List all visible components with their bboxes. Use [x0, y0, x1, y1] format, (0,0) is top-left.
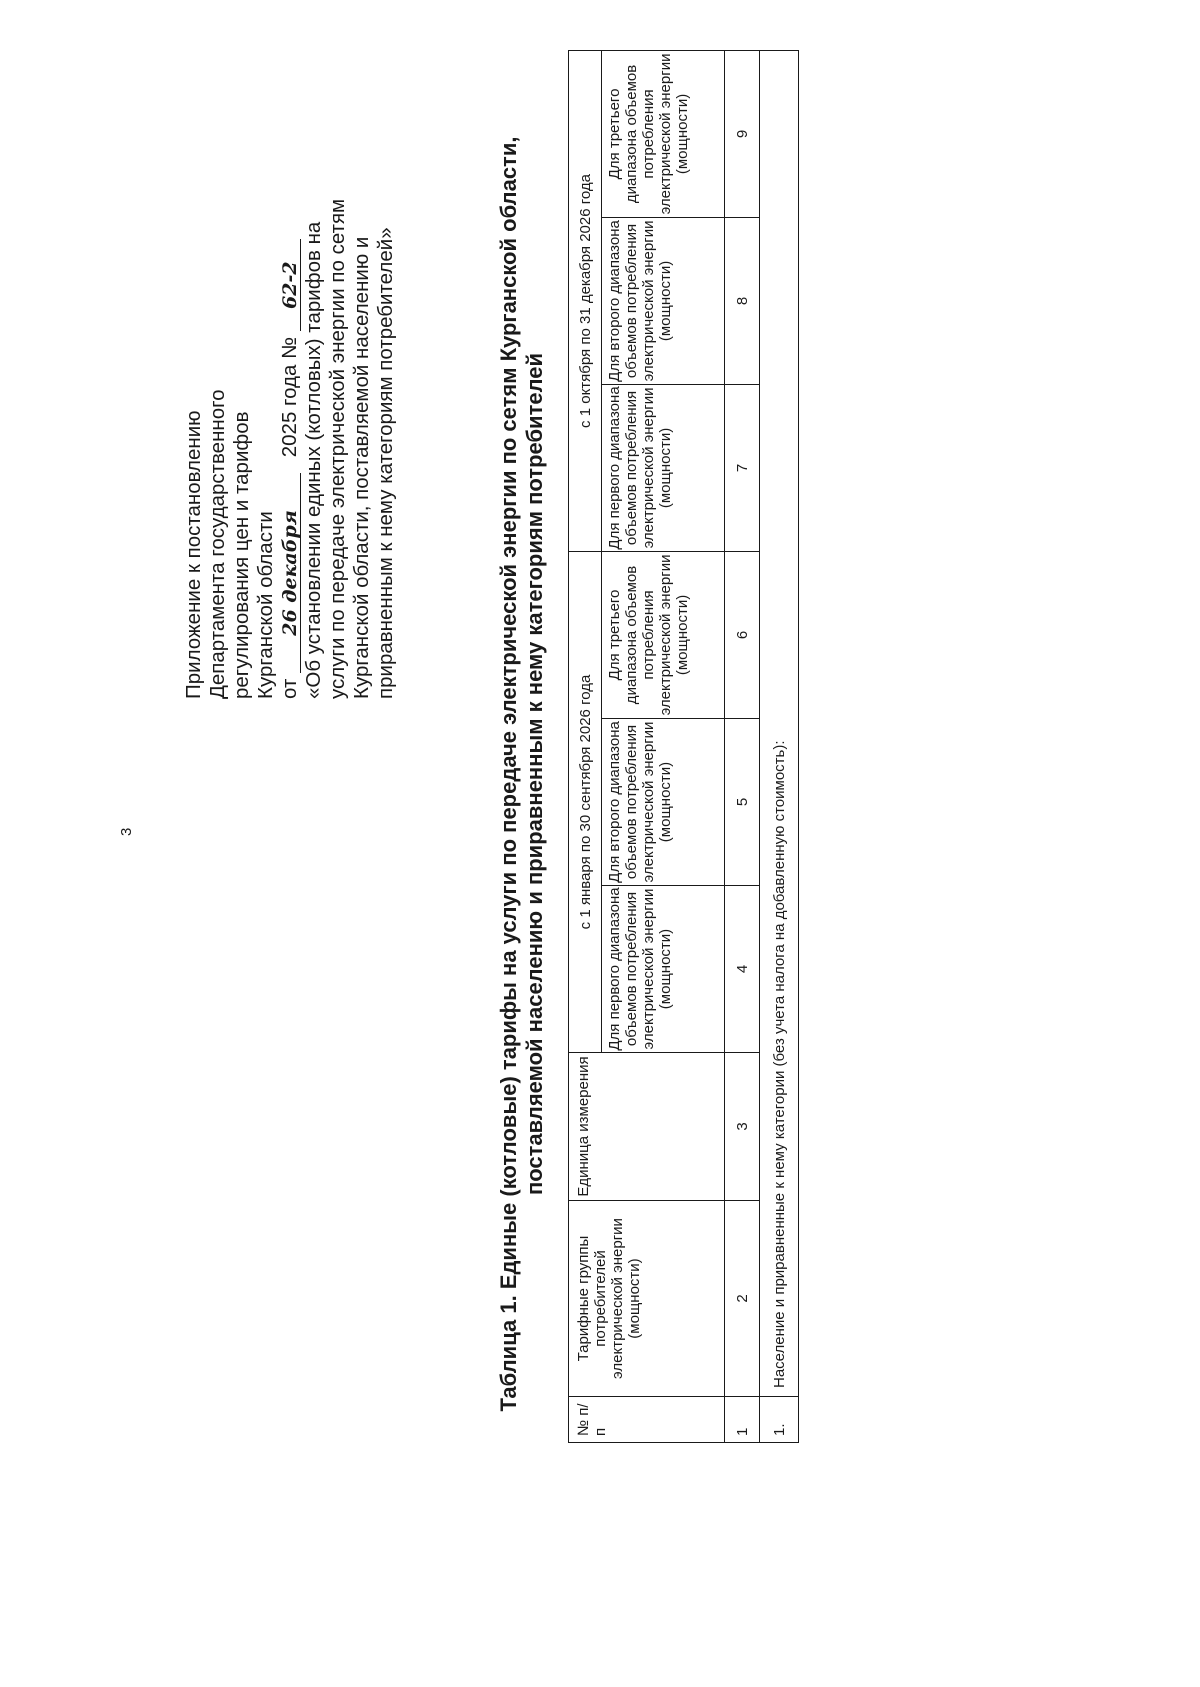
annex-line: услуги по передаче электрической энергии по сетям [326, 198, 349, 699]
column-number: 4 [725, 886, 760, 1053]
annex-line: регулирования цен и тарифов [230, 411, 253, 699]
annex-line: Курганской области, поставляемой населению и [350, 236, 373, 699]
column-number: 8 [725, 217, 760, 384]
annex-line: Курганской области [254, 511, 277, 699]
header-range-third: Для третьего диапазона объемов потребления электрической энергии (мощности) [602, 551, 725, 718]
header-range-first: Для первого диапазона объемов потребления электрической энергии (мощности) [602, 886, 725, 1053]
header-range-second: Для второго диапазона объемов потребления электрической энергии (мощности) [602, 719, 725, 886]
annex-from-prefix: от [278, 678, 301, 699]
column-number-row [725, 50, 760, 1442]
header-row [569, 50, 602, 1442]
annex-year-text: 2025 года № [278, 336, 301, 458]
table-title-line: Таблица 1. Единые (котловые) тарифы на услуги по передаче электрической энергии по сетям Курганской области, [496, 136, 521, 1412]
page-number: 3 [118, 827, 135, 836]
column-number: 7 [725, 384, 760, 551]
header-range-second: Для второго диапазона объемов потребления электрической энергии (мощности) [602, 217, 725, 384]
header-period-1: с 1 января по 30 сентября 2026 года [569, 551, 602, 1052]
header-no: № п/п [569, 1397, 725, 1443]
category-row-text: Население и приравненные к нему категории (без учета налога на добавленную стоимость): [760, 50, 799, 1396]
annex-line: Приложение к постановлению [182, 410, 205, 699]
annex-line: приравненным к нему категориям потребителей» [374, 227, 397, 699]
column-number: 2 [725, 1201, 760, 1397]
handwritten-date: 26 декабря [280, 473, 301, 673]
table-title-line: поставляемой населению и приравненным к нему категориям потребителей [522, 352, 547, 1196]
tariff-table [568, 50, 799, 1443]
annex-line: «Об установлении единых (котловых) тарифов на [302, 221, 325, 699]
header-tariff-group: Тарифные группы потребителей электрической энергии (мощности) [569, 1201, 725, 1397]
column-number: 6 [725, 551, 760, 718]
header-unit: Единица измерения [569, 1053, 725, 1201]
annex-header [182, 139, 398, 699]
column-number: 3 [725, 1053, 760, 1201]
table-title [496, 39, 548, 1509]
column-number: 5 [725, 719, 760, 886]
column-number: 1 [725, 1397, 760, 1443]
annex-line: Департамента государственного [206, 389, 229, 699]
category-row [760, 50, 799, 1442]
header-period-2: с 1 октября по 31 декабря 2026 года [569, 50, 602, 551]
handwritten-number: 62-2 [280, 239, 301, 331]
header-range-third: Для третьего диапазона объемов потребления электрической энергии (мощности) [602, 50, 725, 217]
column-number: 9 [725, 50, 760, 217]
annex-date-line [278, 139, 302, 699]
category-row-number: 1. [760, 1397, 799, 1443]
header-range-first: Для первого диапазона объемов потребления электрической энергии (мощности) [602, 384, 725, 551]
